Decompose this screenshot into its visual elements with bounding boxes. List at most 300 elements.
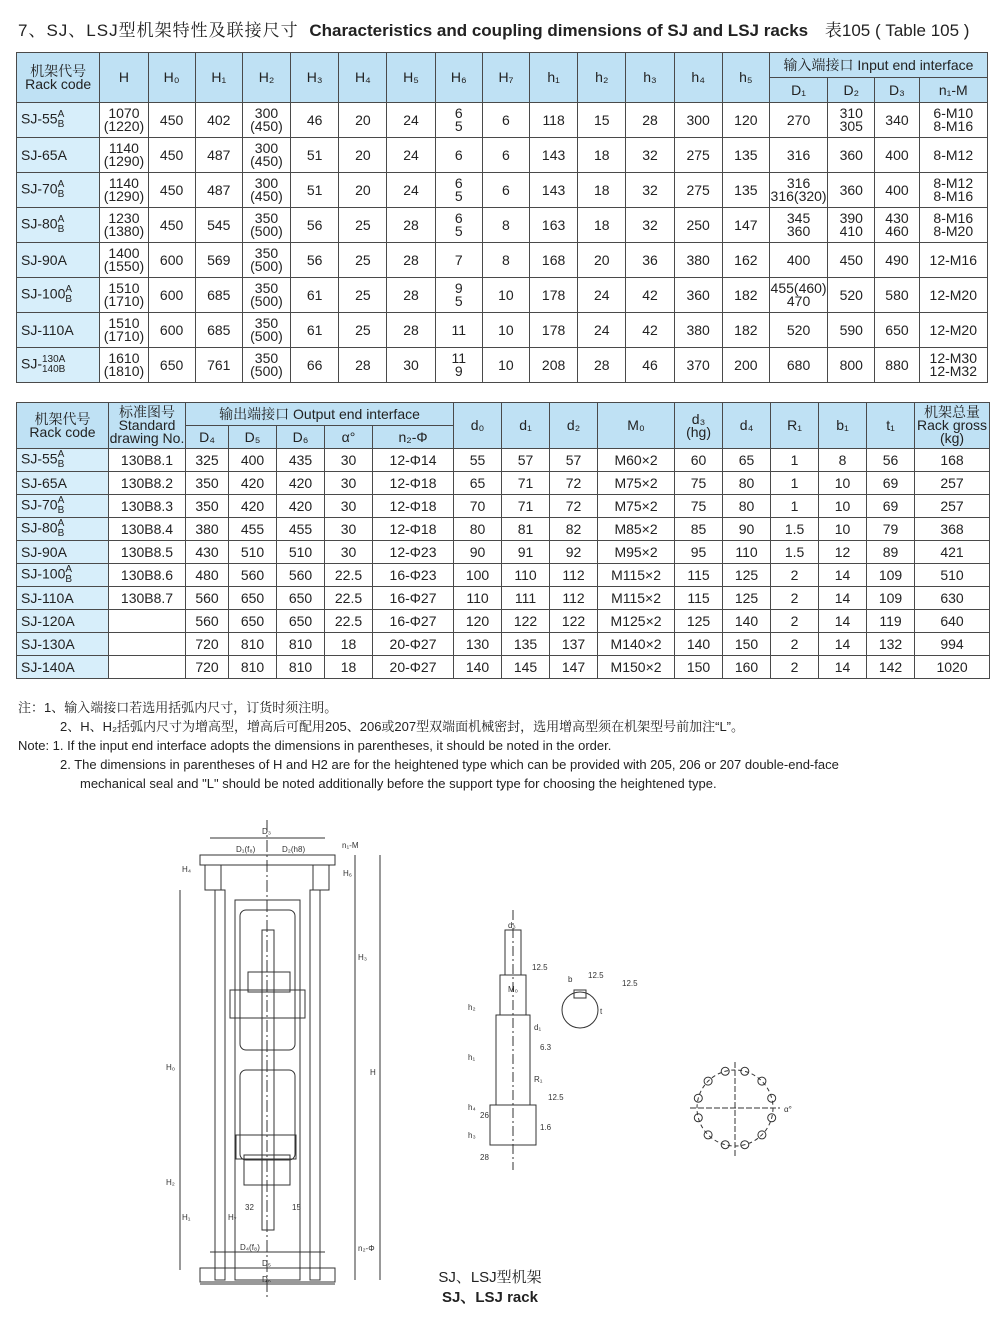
table-row [17,173,988,208]
table-cell: M115×2 [598,564,675,587]
table-cell: 14 [819,656,867,679]
table-cell: 510 [277,541,325,564]
table-cell: 2 [771,610,819,633]
table-cell: 490 [875,243,919,278]
table-cell [109,610,186,633]
table-cell: 650 [277,587,325,610]
table-cell: 56 [291,243,339,278]
table-cell: 150 [723,633,771,656]
table-cell: 600 [148,243,195,278]
table-cell: 420 [229,472,277,495]
table-cell: 46 [291,103,339,138]
table-cell: 720 [186,656,229,679]
table-cell: 72 [550,495,598,518]
table-cell: 12-M20 [919,278,987,313]
header-n₂-Φ: n₂-Φ [373,426,454,449]
table-cell: 24 [387,138,435,173]
label-h4: H₄ [182,865,192,874]
table-cell: 65 [723,449,771,472]
table-number: 表105 ( Table 105 ) [824,21,970,40]
table-cell: 10 [819,495,867,518]
table-cell: 112 [550,564,598,587]
table-cell: 24 [387,173,435,208]
table-cell: 685 [195,313,242,348]
table-cell: 75 [675,495,723,518]
header-H₁: H₁ [195,53,242,103]
table-cell: 132 [867,633,915,656]
table-cell: 25 [339,243,387,278]
table-cell: M150×2 [598,656,675,679]
table-cell: 36 [626,243,674,278]
header-R₁: R₁ [771,403,819,449]
table-cell: 510 [915,564,990,587]
rack-code: SJ-100 A B [17,278,100,313]
label-r1: R₁ [534,1075,543,1084]
table-cell: 28 [339,348,387,383]
header-d₄: d₄ [723,403,771,449]
table-cell: 168 [530,243,578,278]
header-gross-weight: 机架总量 Rack gross (kg) [915,403,990,449]
table-cell: 1070 (1220) [100,103,148,138]
header-H₇: H₇ [482,53,529,103]
table-cell: 350 [186,472,229,495]
table-cell: 450 [148,208,195,243]
label-16: 1.6 [540,1123,552,1132]
table-cell: 545 [195,208,242,243]
table-cell: 46 [626,348,674,383]
table-cell: 90 [723,518,771,541]
table-cell: 685 [195,278,242,313]
table-cell: 12-Φ18 [373,518,454,541]
title-zh: 7、SJ、LSJ型机架特性及联接尺寸 [18,21,299,40]
table-row [17,313,988,348]
table-cell: 316 316(320) [769,173,827,208]
label-125a: 12.5 [532,963,548,972]
table-cell: 51 [291,173,339,208]
bolt-hole [704,1131,712,1139]
table-cell: 112 [550,587,598,610]
table-cell: 10 [482,313,529,348]
label-15: 15 [292,1203,301,1212]
table-cell: 145 [502,656,550,679]
table-cell: 178 [530,313,578,348]
table-cell: 14 [819,564,867,587]
header-H: H [100,53,148,103]
table-cell: 30 [325,472,373,495]
table-cell: 720 [186,633,229,656]
table-cell: 650 [875,313,919,348]
table-cell: 1230 (1380) [100,208,148,243]
header-H₄: H₄ [339,53,387,103]
table-cell: 580 [875,278,919,313]
table-cell: 110 [502,564,550,587]
header-D₁: D₁ [769,78,827,103]
table-cell: 650 [229,587,277,610]
table-cell: 24 [578,278,626,313]
table-cell: 402 [195,103,242,138]
characteristics-table [16,52,988,383]
table-cell: 125 [675,610,723,633]
header-rack-code: 机架代号 Rack code [17,403,109,449]
top-flange-left [205,865,221,890]
table-cell: 32 [626,138,674,173]
table-cell: 12-Φ18 [373,472,454,495]
table-cell: 22.5 [325,610,373,633]
table-cell: 182 [722,278,769,313]
header-D₆: D₆ [277,426,325,449]
table-cell: 360 [828,173,875,208]
table-cell: 2 [771,656,819,679]
table-cell: 368 [915,518,990,541]
right-leg [310,890,320,1280]
table-cell: 18 [325,656,373,679]
header-h₂: h₂ [578,53,626,103]
table-cell: 6-M10 8-M16 [919,103,987,138]
table-cell: 14 [819,610,867,633]
table-cell: 12-Φ23 [373,541,454,564]
table-cell: 1140 (1290) [100,173,148,208]
label-h2: H₂ [166,1178,175,1187]
rack-code: SJ-110A [17,313,100,348]
table-cell: 142 [867,656,915,679]
table-cell: 16-Φ23 [373,564,454,587]
table-cell: 275 [674,138,722,173]
table-cell: 1020 [915,656,990,679]
table-cell: 1510 (1710) [100,313,148,348]
table-cell: 340 [875,103,919,138]
table-cell: 20 [339,173,387,208]
table-cell: 90 [454,541,502,564]
table-row [17,278,988,313]
table-cell: 810 [277,633,325,656]
label-d3: D₃ [262,827,272,836]
table-cell: 435 [277,449,325,472]
label-d2: D₂(h8) [282,845,306,854]
table-cell: 85 [675,518,723,541]
table-cell: 32 [626,173,674,208]
header-d₂: d₂ [550,403,598,449]
table-cell: 400 [229,449,277,472]
label-32: 32 [245,1203,254,1212]
table-row [17,518,990,541]
table-cell: 560 [186,587,229,610]
table-cell: 400 [875,173,919,208]
table-cell: 880 [875,348,919,383]
table-cell: 8-M12 [919,138,987,173]
table-cell: 55 [454,449,502,472]
table-cell: 420 [277,472,325,495]
table-cell: 380 [674,313,722,348]
header-D₃: D₃ [875,78,919,103]
table-cell: M60×2 [598,449,675,472]
table-cell: 8-M12 8-M16 [919,173,987,208]
label-h1-small: h₁ [468,1053,476,1062]
table-cell: 1 [771,495,819,518]
table-cell: 30 [325,518,373,541]
table-cell: 10 [482,348,529,383]
rack-code: SJ-65A [17,472,109,495]
table-cell: 450 [148,173,195,208]
table-cell: 137 [550,633,598,656]
table-cell: 487 [195,173,242,208]
table-cell: 150 [675,656,723,679]
table-cell: 18 [325,633,373,656]
table-cell: 560 [277,564,325,587]
table-cell: 810 [229,633,277,656]
table-cell: 69 [867,495,915,518]
table-cell: 163 [530,208,578,243]
table-cell: 12 [819,541,867,564]
table-cell: 1 [771,449,819,472]
table-cell: 6 [482,103,529,138]
table-cell: 30 [387,348,435,383]
table-cell: 25 [339,313,387,348]
header-n₁-M: n₁-M [919,78,987,103]
table-cell: 28 [578,348,626,383]
table-cell: M95×2 [598,541,675,564]
table-cell: 455(460) 470 [769,278,827,313]
table-cell: 6 [435,138,482,173]
table-cell: 400 [875,138,919,173]
header-M₀: M₀ [598,403,675,449]
table-cell: 7 [435,243,482,278]
table-cell: 1510 (1710) [100,278,148,313]
table-cell: 455 [229,518,277,541]
table-cell: 16-Φ27 [373,587,454,610]
table-cell: 160 [723,656,771,679]
header-D₂: D₂ [828,78,875,103]
table-cell: 6 5 [435,103,482,138]
header-b₁: b₁ [819,403,867,449]
rack-code: SJ-90A [17,243,100,278]
rack-code: SJ-130A [17,633,109,656]
table-cell: 350 (500) [242,348,290,383]
table-row [17,610,990,633]
table-cell: 109 [867,564,915,587]
table-row [17,587,990,610]
label-t: t [600,1007,603,1016]
table-cell: 12-M20 [919,313,987,348]
table-cell: 143 [530,173,578,208]
table-cell: 80 [723,495,771,518]
table-cell: 650 [229,610,277,633]
table-cell: 72 [550,472,598,495]
table-cell: 360 [828,138,875,173]
table-cell: 130B8.4 [109,518,186,541]
table-cell: 300 (450) [242,103,290,138]
header-input-group: 输入端接口 Input end interface [769,53,987,78]
header-rack-code: 机架代号 Rack code [17,53,100,103]
page-title [18,16,969,41]
bolt-hole [768,1094,776,1102]
table-cell: 350 (500) [242,243,290,278]
table-cell: 6 [482,138,529,173]
table-cell: 1 [771,472,819,495]
table-cell: 130B8.7 [109,587,186,610]
table-cell: 30 [325,495,373,518]
table-cell: 65 [454,472,502,495]
table-cell: 57 [550,449,598,472]
table-cell: 130B8.6 [109,564,186,587]
table-cell: 61 [291,278,339,313]
label-63: 6.3 [540,1043,552,1052]
label-h4-small: h₄ [468,1103,476,1112]
table-cell: 569 [195,243,242,278]
table-cell: 22.5 [325,564,373,587]
header-H₆: H₆ [435,53,482,103]
table-cell: 520 [828,278,875,313]
table-cell: 257 [915,472,990,495]
rack-code: SJ-90A [17,541,109,564]
table-cell: 125 [723,564,771,587]
table-cell: 66 [291,348,339,383]
table-cell: 480 [186,564,229,587]
table-cell: 380 [674,243,722,278]
table-cell: 109 [867,587,915,610]
table-cell: M125×2 [598,610,675,633]
label-m0: M₀ [508,985,518,994]
label-d1f: D₁(f₈) [236,845,256,854]
header-d₁: d₁ [502,403,550,449]
table-cell: 420 [229,495,277,518]
label-26: 26 [480,1111,489,1120]
keyway [574,990,586,998]
table-cell: 12-Φ18 [373,495,454,518]
table-cell: 2 [771,587,819,610]
table-cell: 130B8.3 [109,495,186,518]
table-cell: 57 [502,449,550,472]
bolt-hole [721,1141,729,1149]
table-cell: 8 [482,243,529,278]
table-cell: 300 (450) [242,173,290,208]
top-flange-right [313,865,329,890]
table-cell: 70 [454,495,502,518]
table-cell: 11 [435,313,482,348]
table-cell: 200 [722,348,769,383]
table-cell: 120 [454,610,502,633]
table-row [17,495,990,518]
table-cell: 20-Φ27 [373,656,454,679]
label-alpha: α° [784,1105,792,1114]
table-cell: 600 [148,313,195,348]
header-H₅: H₅ [387,53,435,103]
table-cell: 25 [339,278,387,313]
table-cell: 650 [148,348,195,383]
figure-caption [420,1268,560,1308]
label-h7: H₇ [228,1213,237,1222]
keyway-section [562,992,598,1028]
title-en: Characteristics and coupling dimensions of SJ and LSJ racks [309,21,809,40]
table-cell: 6 5 [435,208,482,243]
table-cell: 51 [291,138,339,173]
rack-code: SJ-80 A B [17,518,109,541]
header-H₀: H₀ [148,53,195,103]
table-cell: 1400 (1550) [100,243,148,278]
table-cell: 135 [722,138,769,173]
label-d4f: D₄(f₈) [240,1243,260,1252]
table-cell: 32 [626,208,674,243]
table-cell: 118 [530,103,578,138]
table-cell: 135 [502,633,550,656]
table-cell: 95 [675,541,723,564]
table-cell: 16-Φ27 [373,610,454,633]
table-cell [109,633,186,656]
table-cell: 60 [675,449,723,472]
table-cell: 91 [502,541,550,564]
table-cell: 71 [502,472,550,495]
rack-drawing [0,800,1000,1319]
table-cell: 111 [502,587,550,610]
rack-code: SJ-55 A B [17,449,109,472]
table-cell: 130B8.5 [109,541,186,564]
table-cell: 1.5 [771,541,819,564]
table-cell: 450 [828,243,875,278]
table-cell: 18 [578,138,626,173]
table-cell: 360 [674,278,722,313]
table-cell: 1610 (1810) [100,348,148,383]
table-cell: 143 [530,138,578,173]
table-cell: 2 [771,633,819,656]
table-cell [109,656,186,679]
table-cell: 24 [578,313,626,348]
table-cell: 42 [626,278,674,313]
header-H₂: H₂ [242,53,290,103]
table-cell: 168 [915,449,990,472]
label-h: H [370,1068,376,1077]
header-α°: α° [325,426,373,449]
table-cell: 208 [530,348,578,383]
table-cell: 560 [186,610,229,633]
caption-en: SJ、LSJ rack [442,1289,538,1306]
table-cell: 450 [148,103,195,138]
header-d₀: d₀ [454,403,502,449]
label-125b: 12.5 [588,971,604,980]
table-cell: 380 [186,518,229,541]
table-cell: M75×2 [598,495,675,518]
table-cell: 12-M16 [919,243,987,278]
table-row [17,472,990,495]
table-cell: 1140 (1290) [100,138,148,173]
left-leg [215,890,225,1280]
label-28: 28 [480,1153,489,1162]
table-cell: 89 [867,541,915,564]
table-cell: 400 [769,243,827,278]
table-cell: 275 [674,173,722,208]
header-output-group: 输出端接口 Output end interface [186,403,454,426]
table-row [17,564,990,587]
table-cell: 6 5 [435,173,482,208]
table-cell: 56 [291,208,339,243]
table-cell: 20 [339,103,387,138]
table-cell: 130B8.2 [109,472,186,495]
table-cell: 350 (500) [242,208,290,243]
rack-code: SJ-120A [17,610,109,633]
table-cell: 15 [578,103,626,138]
table-cell: 82 [550,518,598,541]
table-cell: 61 [291,313,339,348]
table-cell: 12-M30 12-M32 [919,348,987,383]
rack-code: SJ-140A [17,656,109,679]
bolt-hole [741,1067,749,1075]
table-cell: 182 [722,313,769,348]
table-cell: 8-M16 8-M20 [919,208,987,243]
rack-code: SJ-80 A B [17,208,100,243]
table-cell: 135 [722,173,769,208]
table-cell: 350 (500) [242,278,290,313]
note-en-2: 2. The dimensions in parentheses of H and H2 are for the heightened type which can be provided with 205, 206 or 207 double-end-face [60,757,839,772]
table-cell: 69 [867,472,915,495]
table-cell: 92 [550,541,598,564]
